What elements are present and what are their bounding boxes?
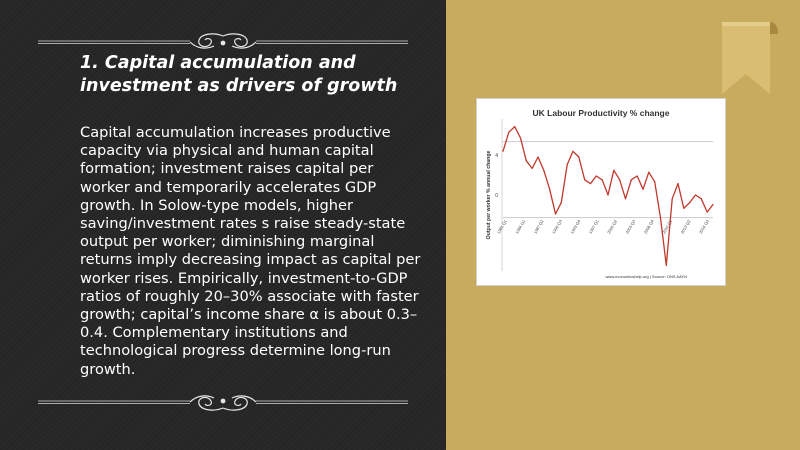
data-point — [642, 189, 643, 190]
slide-title: 1. Capital accumulation and investment as drivers of growth — [80, 53, 398, 96]
data-point — [543, 170, 544, 171]
x-tick-label: 2003 Q3 — [624, 218, 637, 235]
data-point — [514, 126, 515, 127]
x-tick-label: 1997 Q1 — [587, 218, 600, 235]
data-point — [502, 151, 503, 152]
productivity-series-line — [503, 127, 713, 266]
data-point — [689, 202, 690, 203]
data-point — [607, 194, 608, 195]
data-point — [613, 170, 614, 171]
slide-body-text: Capital accumulation increases productive capacity via physical and human capital formation; investment raises capital per worker and temporarily accelerates GDP growth. In Solow-type models, higher saving/investment rates s raise steady-state output per worker; diminishing marginal returns imply decreasing impact as capital per worker rises. Empirically, investment-to-GDP ratios of roughly 20–30% associate with faster growth; capital’s income share α is about 0.3–0.4. Complementary institutions and technological progress determine long-run growth. — [80, 124, 421, 378]
bookmark-ribbon-icon — [720, 18, 780, 98]
data-point — [602, 179, 603, 180]
y-tick-0: 0 — [495, 193, 498, 199]
x-tick-label: 2000 Q2 — [606, 218, 619, 235]
data-point — [619, 179, 620, 180]
x-tick-label: 1981 Q1 — [495, 218, 508, 235]
data-point — [672, 198, 673, 199]
data-point — [520, 137, 521, 138]
data-point — [555, 213, 556, 214]
data-point — [526, 160, 527, 161]
x-tick-label: 1993 Q4 — [569, 218, 582, 235]
x-tick-label: 2006 Q4 — [642, 218, 655, 235]
chart-image — [476, 98, 726, 286]
chart-title: UK Labour Productivity % change — [532, 108, 670, 118]
x-tick-label: 1987 Q2 — [532, 218, 545, 235]
data-point — [508, 132, 509, 133]
data-point — [590, 183, 591, 184]
data-point — [695, 194, 696, 195]
chart-source: www.economicshelp.org | Source: ONS AAYN — [605, 274, 687, 279]
data-point — [572, 151, 573, 152]
data-point — [567, 164, 568, 165]
data-point — [537, 156, 538, 157]
data-point — [707, 212, 708, 213]
x-tick-label: 1990 Q3 — [550, 218, 563, 235]
x-tick-label: 2013 Q2 — [679, 218, 692, 235]
data-point — [701, 198, 702, 199]
data-point — [631, 179, 632, 180]
bottom-ornament-divider — [0, 390, 446, 414]
data-point — [584, 179, 585, 180]
data-point — [637, 175, 638, 176]
data-point — [596, 175, 597, 176]
data-point — [683, 208, 684, 209]
x-tick-label: 1984 Q1 — [514, 218, 527, 235]
data-point — [549, 189, 550, 190]
data-point — [532, 168, 533, 169]
data-point — [677, 183, 678, 184]
data-point — [648, 172, 649, 173]
x-tick-label: 2010 Q1 — [661, 218, 674, 235]
data-point — [578, 156, 579, 157]
y-axis-label: Output per worker % annual change — [486, 150, 492, 240]
data-point — [625, 198, 626, 199]
data-point — [561, 202, 562, 203]
data-point — [654, 181, 655, 182]
data-point — [660, 217, 661, 218]
top-ornament-divider — [0, 30, 446, 54]
y-tick-4: 4 — [495, 153, 498, 159]
data-point — [666, 265, 667, 266]
data-point — [712, 204, 713, 205]
x-tick-label: 2016 Q3 — [697, 218, 710, 235]
